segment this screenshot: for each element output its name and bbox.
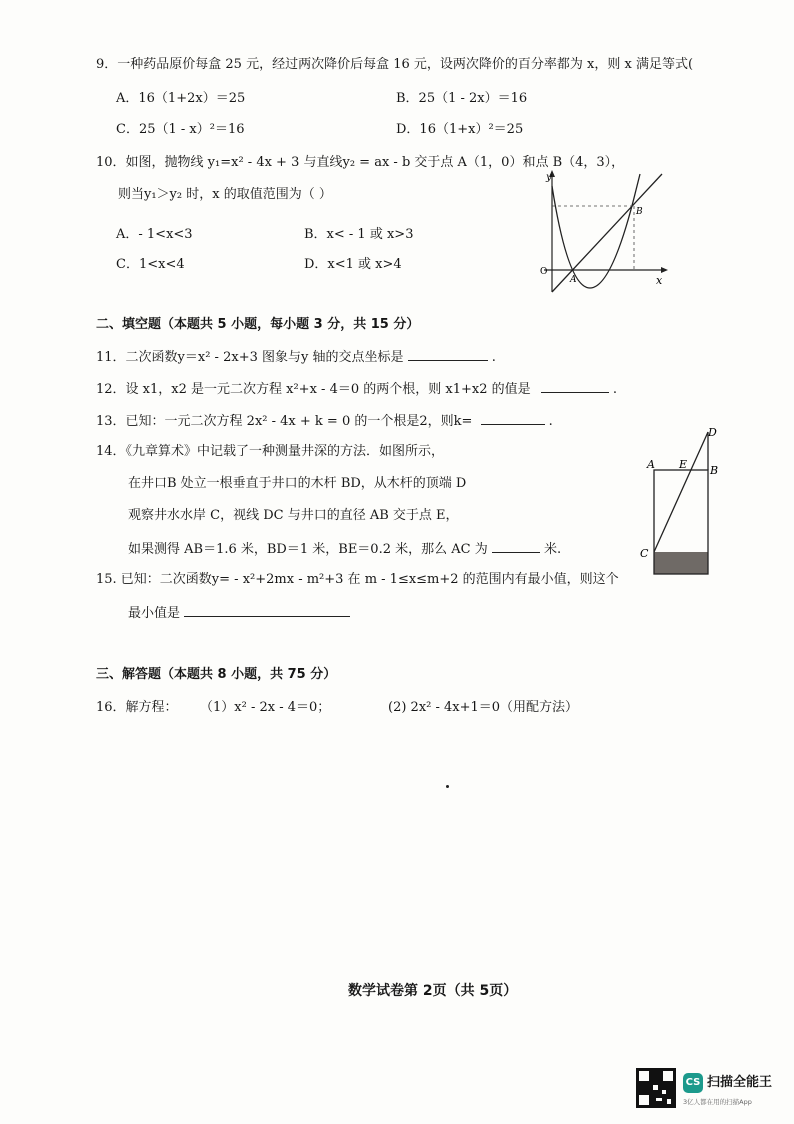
q12-answer-blank[interactable] xyxy=(541,378,609,393)
q12-text: 12．设 x1，x2 是一元二次方程 x²+x - 4＝0 的两个根，则 x1+x2 的值是 xyxy=(96,382,531,397)
q14-figure xyxy=(636,424,726,580)
label-x: x xyxy=(656,274,663,287)
label-b: B xyxy=(636,207,643,217)
q13-end: . xyxy=(548,414,553,429)
q10-option-d: D．x<1 或 x>4 xyxy=(304,257,402,272)
label-a: A xyxy=(570,275,577,285)
sight-line-dc xyxy=(654,432,708,552)
q14-unit: 米. xyxy=(544,542,562,557)
q9-option-b: B．25（1 - 2x）＝16 xyxy=(396,91,528,106)
q12-end: . xyxy=(612,382,618,397)
q15-line-2-text: 最小值是 xyxy=(128,606,181,621)
label-y: y xyxy=(546,172,552,183)
label-o: O xyxy=(540,267,548,277)
q9-option-d: D．16（1+x）²＝25 xyxy=(396,122,524,137)
q9-option-c: C．25（1 - x）²＝16 xyxy=(116,122,245,137)
q16-part-2: (2) 2x² - 4x+1＝0（用配方法） xyxy=(388,700,579,715)
q11 xyxy=(96,346,496,367)
q10-stem: 10．如图，抛物线 y₁=x² - 4x + 3 与直线y₂ = ax - b 交于点 A（1，0）和点 B（4，3）， xyxy=(96,155,625,170)
label-d: D xyxy=(708,426,717,439)
label-b: B xyxy=(710,464,719,477)
q13-answer-blank[interactable] xyxy=(481,410,545,425)
q13-text: 13．已知：一元二次方程 2x² - 4x + k = 0 的一个根是2，则k= xyxy=(96,414,473,429)
camscanner-tagline: 3亿人都在用的扫描App xyxy=(683,1098,752,1106)
q14-line-4-text: 如果测得 AB＝1.6 米，BD＝1 米，BE＝0.2 米，那么 AC 为 xyxy=(128,542,488,557)
camscanner-logo: CS xyxy=(683,1073,703,1093)
q15-line-2 xyxy=(128,602,350,623)
qr-code-icon xyxy=(636,1068,676,1108)
q13 xyxy=(96,410,553,431)
label-c: C xyxy=(640,547,649,560)
q11-answer-blank[interactable] xyxy=(408,346,488,361)
q14-line-2: 在井口B 处立一根垂直于井口的木杆 BD，从木杆的顶端 D xyxy=(128,476,467,491)
q16-part-1: （1）x² - 2x - 4＝0； xyxy=(200,700,331,715)
q14-answer-blank[interactable] xyxy=(492,538,540,553)
q15-line-1: 15. 已知：二次函数y= - x²+2mx - m²+3 在 m - 1≤x≤m+2 的范围内有最小值，则这个 xyxy=(96,572,619,587)
q10-figure xyxy=(530,168,680,298)
camscanner-name: 扫描全能王 xyxy=(707,1075,773,1090)
label-a: A xyxy=(647,458,655,471)
x-axis-arrow xyxy=(661,267,668,273)
q14-line-4 xyxy=(128,538,561,559)
q15-answer-blank[interactable] xyxy=(184,602,350,617)
q10-option-b: B．x< - 1 或 x>3 xyxy=(304,227,414,242)
q14-line-1: 14．《九章算术》中记载了一种测量井深的方法．如图所示， xyxy=(96,444,445,459)
q10-option-c: C．1<x<4 xyxy=(116,257,185,272)
q14-line-3: 观察井水水岸 C，视线 DC 与井口的直径 AB 交于点 E， xyxy=(128,508,459,523)
page-footer: 数学试卷第 2页（共 5页） xyxy=(348,983,518,999)
q16-label: 16．解方程： xyxy=(96,700,178,715)
q10-stem-2: 则当y₁＞y₂ 时，x 的取值范围为（ ） xyxy=(118,187,332,202)
section-3-heading: 三、解答题（本题共 8 小题，共 75 分） xyxy=(96,667,337,682)
parabola-curve xyxy=(552,174,640,288)
q11-text: 11．二次函数y＝x² - 2x+3 图象与y 轴的交点坐标是 xyxy=(96,350,404,365)
label-e: E xyxy=(679,458,688,471)
q9-stem: 9．一种药品原价每盒 25 元，经过两次降价后每盒 16 元，设两次降价的百分率都为 x，则 x 满足等式( xyxy=(96,57,694,72)
stray-dot xyxy=(446,785,449,788)
section-2-heading: 二、填空题（本题共 5 小题，每小题 3 分，共 15 分） xyxy=(96,317,420,332)
q12 xyxy=(96,378,617,399)
well-water xyxy=(654,552,708,574)
q10-option-a: A．- 1<x<3 xyxy=(116,227,193,242)
q9-option-a: A．16（1+2x）＝25 xyxy=(116,91,246,106)
q11-end: . xyxy=(491,350,496,365)
